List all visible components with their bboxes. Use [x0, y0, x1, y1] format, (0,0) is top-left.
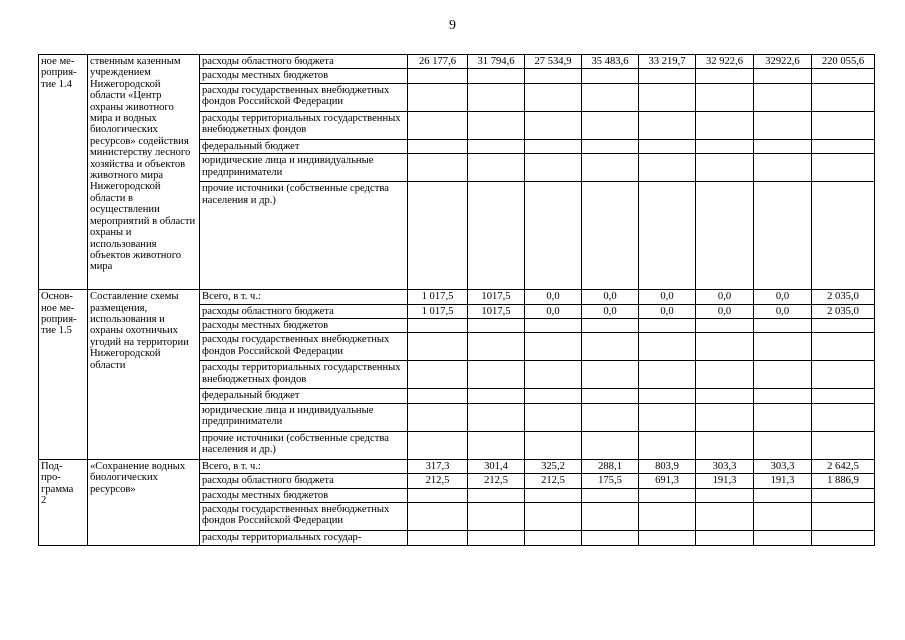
- value-cell: [696, 361, 754, 389]
- value-cell: [408, 403, 468, 431]
- value-cell: 0,0: [696, 304, 754, 318]
- value-cell: [468, 319, 525, 333]
- value-cell: [696, 182, 754, 290]
- value-cell: [754, 182, 812, 290]
- funding-source-label: расходы местных бюджетов: [200, 488, 408, 502]
- value-cell: 317,3: [408, 459, 468, 473]
- value-cell: [754, 111, 812, 139]
- value-cell: [582, 333, 639, 361]
- funding-source-label: расходы территориальных государ-: [200, 531, 408, 546]
- value-cell: 212,5: [408, 474, 468, 488]
- value-cell: [468, 531, 525, 546]
- value-cell: [639, 69, 696, 83]
- value-cell: [468, 431, 525, 459]
- funding-source-label: юридические лица и индивидуальные предприниматели: [200, 403, 408, 431]
- section-title: Составление схемы размещения, использования и охраны охотничьих угодий на территории Нижегородской области: [88, 290, 200, 460]
- value-cell: 191,3: [754, 474, 812, 488]
- value-cell: [812, 111, 875, 139]
- value-cell: [754, 333, 812, 361]
- value-cell: [525, 83, 582, 111]
- value-cell: 2 035,0: [812, 304, 875, 318]
- value-cell: [468, 182, 525, 290]
- value-cell: [754, 503, 812, 531]
- value-cell: [582, 111, 639, 139]
- section-title: ственным казенным учреждением Нижегородской области «Центр охраны животного мира и водных биологических ресурсов» содействия министерству лесного хозяйства и объектов животного мира Нижегородской области в осуществлении мероприятий в области охраны и использования объектов животного мира: [88, 55, 200, 290]
- value-cell: 1017,5: [468, 304, 525, 318]
- value-cell: [696, 83, 754, 111]
- value-cell: [639, 389, 696, 403]
- value-cell: [639, 488, 696, 502]
- value-cell: [582, 361, 639, 389]
- value-cell: [812, 154, 875, 182]
- value-cell: [812, 403, 875, 431]
- page-number: 9: [449, 18, 456, 33]
- value-cell: [582, 139, 639, 153]
- value-cell: 1 017,5: [408, 290, 468, 304]
- value-cell: [639, 154, 696, 182]
- section-title: «Сохранение водных биологических ресурсов»: [88, 459, 200, 545]
- value-cell: [408, 83, 468, 111]
- value-cell: 0,0: [696, 290, 754, 304]
- value-cell: 27 534,9: [525, 55, 582, 69]
- value-cell: 0,0: [582, 304, 639, 318]
- value-cell: [696, 431, 754, 459]
- funding-source-label: Всего, в т. ч.:: [200, 290, 408, 304]
- value-cell: 31 794,6: [468, 55, 525, 69]
- value-cell: [812, 83, 875, 111]
- value-cell: [582, 319, 639, 333]
- value-cell: [525, 403, 582, 431]
- value-cell: 0,0: [525, 290, 582, 304]
- value-cell: [525, 488, 582, 502]
- value-cell: [582, 531, 639, 546]
- funding-source-label: прочие источники (собственные средства населения и др.): [200, 182, 408, 290]
- funding-source-label: расходы территориальных государственных внебюджетных фондов: [200, 111, 408, 139]
- funding-source-label: расходы областного бюджета: [200, 304, 408, 318]
- value-cell: [812, 431, 875, 459]
- value-cell: [525, 182, 582, 290]
- value-cell: [754, 319, 812, 333]
- value-cell: 2 642,5: [812, 459, 875, 473]
- value-cell: [582, 69, 639, 83]
- value-cell: [812, 139, 875, 153]
- value-cell: [696, 319, 754, 333]
- value-cell: [696, 154, 754, 182]
- value-cell: [696, 69, 754, 83]
- value-cell: [639, 182, 696, 290]
- value-cell: [408, 361, 468, 389]
- value-cell: 803,9: [639, 459, 696, 473]
- value-cell: [696, 503, 754, 531]
- value-cell: [582, 154, 639, 182]
- value-cell: [525, 389, 582, 403]
- value-cell: 212,5: [525, 474, 582, 488]
- value-cell: 212,5: [468, 474, 525, 488]
- value-cell: 1017,5: [468, 290, 525, 304]
- value-cell: [639, 319, 696, 333]
- value-cell: [468, 361, 525, 389]
- section-code: Под- про- грамма 2: [39, 459, 88, 545]
- value-cell: [468, 403, 525, 431]
- value-cell: 303,3: [696, 459, 754, 473]
- value-cell: [582, 83, 639, 111]
- value-cell: [754, 154, 812, 182]
- value-cell: [639, 431, 696, 459]
- value-cell: [525, 69, 582, 83]
- value-cell: [639, 139, 696, 153]
- value-cell: 35 483,6: [582, 55, 639, 69]
- value-cell: 33 219,7: [639, 55, 696, 69]
- value-cell: [812, 319, 875, 333]
- funding-source-label: Всего, в т. ч.:: [200, 459, 408, 473]
- value-cell: [408, 488, 468, 502]
- value-cell: 288,1: [582, 459, 639, 473]
- value-cell: [525, 503, 582, 531]
- funding-source-label: расходы местных бюджетов: [200, 319, 408, 333]
- value-cell: [754, 69, 812, 83]
- section-code: Основ- ное ме- роприя- тие 1.5: [39, 290, 88, 460]
- value-cell: 32922,6: [754, 55, 812, 69]
- value-cell: [525, 333, 582, 361]
- value-cell: [754, 431, 812, 459]
- value-cell: [468, 503, 525, 531]
- value-cell: [468, 154, 525, 182]
- value-cell: [754, 139, 812, 153]
- funding-source-label: федеральный бюджет: [200, 389, 408, 403]
- value-cell: [639, 333, 696, 361]
- value-cell: [696, 403, 754, 431]
- value-cell: [408, 503, 468, 531]
- value-cell: [696, 389, 754, 403]
- value-cell: [754, 403, 812, 431]
- value-cell: [582, 403, 639, 431]
- value-cell: [754, 361, 812, 389]
- funding-source-label: федеральный бюджет: [200, 139, 408, 153]
- value-cell: [582, 389, 639, 403]
- value-cell: [812, 361, 875, 389]
- value-cell: [408, 111, 468, 139]
- value-cell: [812, 488, 875, 502]
- value-cell: [468, 488, 525, 502]
- value-cell: [408, 431, 468, 459]
- value-cell: [468, 111, 525, 139]
- value-cell: 220 055,6: [812, 55, 875, 69]
- value-cell: [525, 319, 582, 333]
- value-cell: [408, 389, 468, 403]
- value-cell: [408, 531, 468, 546]
- value-cell: [696, 111, 754, 139]
- value-cell: 175,5: [582, 474, 639, 488]
- value-cell: 0,0: [639, 290, 696, 304]
- value-cell: [525, 361, 582, 389]
- value-cell: [639, 531, 696, 546]
- value-cell: [525, 531, 582, 546]
- value-cell: 303,3: [754, 459, 812, 473]
- value-cell: [754, 83, 812, 111]
- value-cell: 191,3: [696, 474, 754, 488]
- value-cell: [812, 531, 875, 546]
- funding-source-label: расходы государственных внебюджетных фондов Российской Федерации: [200, 503, 408, 531]
- value-cell: [408, 69, 468, 83]
- table-row: [39, 459, 875, 473]
- value-cell: 1 017,5: [408, 304, 468, 318]
- value-cell: [812, 503, 875, 531]
- value-cell: [696, 488, 754, 502]
- value-cell: [754, 488, 812, 502]
- value-cell: [582, 503, 639, 531]
- value-cell: [468, 389, 525, 403]
- value-cell: [582, 182, 639, 290]
- section-code: ное ме- роприя- тие 1.4: [39, 55, 88, 290]
- value-cell: [754, 531, 812, 546]
- value-cell: [408, 333, 468, 361]
- value-cell: [525, 139, 582, 153]
- value-cell: 26 177,6: [408, 55, 468, 69]
- funding-source-label: расходы областного бюджета: [200, 474, 408, 488]
- value-cell: [639, 503, 696, 531]
- value-cell: [754, 389, 812, 403]
- value-cell: 325,2: [525, 459, 582, 473]
- value-cell: [812, 182, 875, 290]
- value-cell: [408, 139, 468, 153]
- funding-source-label: расходы областного бюджета: [200, 55, 408, 69]
- value-cell: [696, 531, 754, 546]
- value-cell: 0,0: [525, 304, 582, 318]
- funding-source-label: расходы территориальных государственных внебюджетных фондов: [200, 361, 408, 389]
- value-cell: [696, 333, 754, 361]
- value-cell: [468, 83, 525, 111]
- value-cell: [468, 139, 525, 153]
- funding-source-label: расходы государственных внебюджетных фондов Российской Федерации: [200, 83, 408, 111]
- value-cell: [525, 431, 582, 459]
- value-cell: 32 922,6: [696, 55, 754, 69]
- table-row: [39, 55, 875, 69]
- value-cell: [408, 182, 468, 290]
- value-cell: 2 035,0: [812, 290, 875, 304]
- value-cell: 0,0: [639, 304, 696, 318]
- value-cell: [639, 361, 696, 389]
- value-cell: [582, 488, 639, 502]
- value-cell: [468, 69, 525, 83]
- funding-source-label: прочие источники (собственные средства населения и др.): [200, 431, 408, 459]
- value-cell: [468, 333, 525, 361]
- value-cell: [525, 154, 582, 182]
- value-cell: [696, 139, 754, 153]
- value-cell: 691,3: [639, 474, 696, 488]
- value-cell: 0,0: [754, 290, 812, 304]
- table-row: [39, 290, 875, 304]
- value-cell: [639, 83, 696, 111]
- value-cell: [812, 333, 875, 361]
- value-cell: [812, 389, 875, 403]
- budget-table: [38, 54, 875, 546]
- value-cell: [639, 403, 696, 431]
- value-cell: 0,0: [582, 290, 639, 304]
- value-cell: [525, 111, 582, 139]
- value-cell: 0,0: [754, 304, 812, 318]
- value-cell: [639, 111, 696, 139]
- funding-source-label: расходы государственных внебюджетных фондов Российской Федерации: [200, 333, 408, 361]
- value-cell: [408, 319, 468, 333]
- funding-source-label: юридические лица и индивидуальные предприниматели: [200, 154, 408, 182]
- value-cell: 1 886,9: [812, 474, 875, 488]
- value-cell: [812, 69, 875, 83]
- funding-source-label: расходы местных бюджетов: [200, 69, 408, 83]
- value-cell: [408, 154, 468, 182]
- value-cell: 301,4: [468, 459, 525, 473]
- value-cell: [582, 431, 639, 459]
